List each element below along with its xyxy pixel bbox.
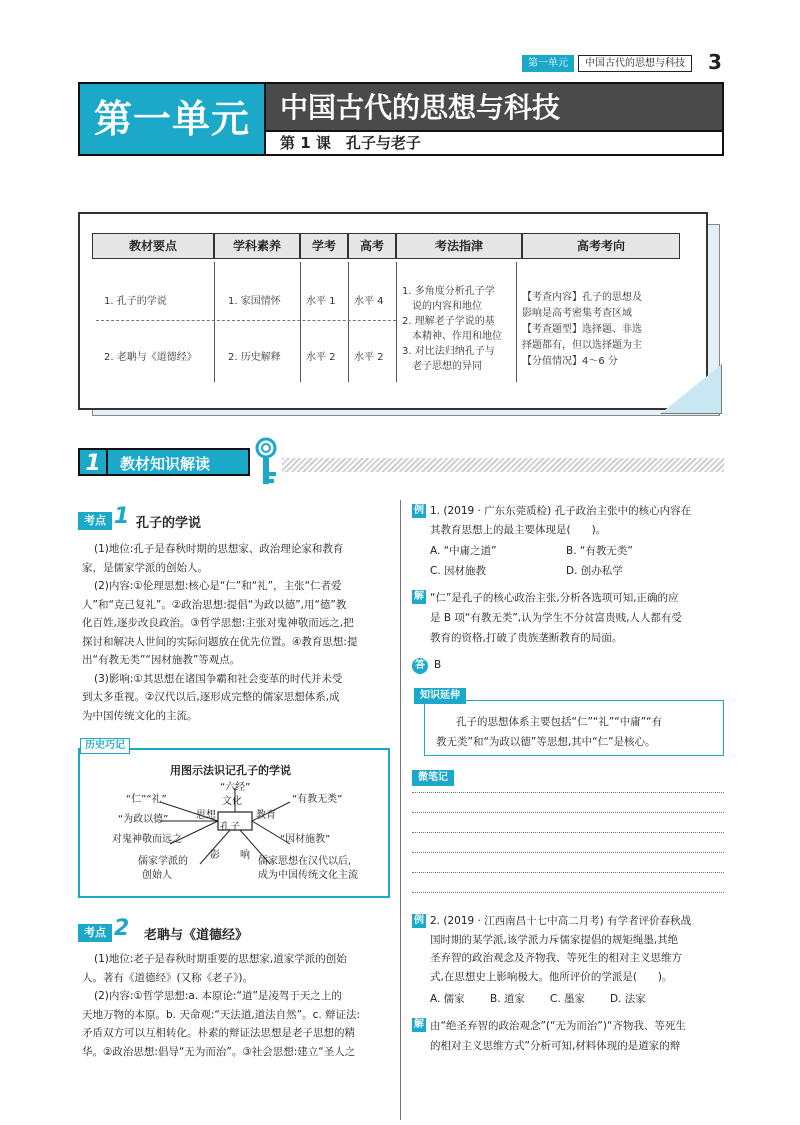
th-literacy: 学科素养: [214, 233, 300, 259]
col-divider: [348, 262, 349, 382]
section-number: 1: [78, 448, 108, 476]
table-cell: 水平 2: [306, 352, 336, 363]
lesson-title: 第 1 课 孔子与老子: [266, 130, 724, 156]
ex1-option: D. 创办私学: [566, 565, 623, 577]
map-label: “为政以德”: [118, 814, 169, 825]
kd2-tag: 考点: [78, 924, 112, 942]
kd1-num: 1: [114, 504, 130, 529]
example-icon: 例: [414, 915, 424, 926]
kd2-num: 2: [114, 916, 130, 941]
page-number: 3: [708, 50, 722, 74]
ex1-answer: B: [434, 659, 442, 671]
kd2-body: (1)地位:老子是春秋时期重要的思想家,道家学派的创始 人。著有《道德经》(又称《老子》)。 (2)内容:①哲学思想:a. 本原论:“道”是凌驾于天之上的 天地万物的本原。b. 天命观:“天法道,道法自然”。c. 辩证法: 矛盾双方可以互相转化。朴素的辩证法思想是老子思想的精 华。②政治思想:倡导“无为而治”。③社会思想:建立“圣人之: [82, 953, 361, 1058]
table-cell: 1. 孔子的学说: [104, 296, 167, 307]
unit-title: 中国古代的思想与科技: [266, 82, 724, 130]
ex2-option: C. 墨家: [550, 993, 586, 1005]
col-divider: [214, 262, 215, 382]
table-cell: 2. 老聃与《道德经》: [104, 352, 197, 363]
ex2-option: D. 法家: [610, 993, 646, 1005]
map-label: 文化: [222, 796, 242, 807]
map-label: 影: [210, 850, 220, 861]
section-label: 教材知识解读: [108, 448, 250, 476]
map-label-center: 孔子: [220, 822, 240, 833]
ex1-explain: “仁”是孔子的核心政治主张,分析各选项可知,正确的应 是 B 项“有教无类”,认为学生不分贫富贵贱,人人都有受 教育的资格,打破了贵族垄断教育的局面。: [430, 592, 682, 644]
th-xk: 学考: [300, 233, 348, 259]
key-icon: [248, 436, 284, 488]
ex1-option: A. “中庸之道”: [430, 545, 497, 557]
map-label: “六经”: [220, 782, 251, 793]
col-divider: [516, 262, 517, 382]
ex2-option: B. 道家: [490, 993, 525, 1005]
explain-icon: 解: [414, 1019, 424, 1030]
note-line: [412, 852, 724, 853]
header-unit-tag: 第一单元: [522, 55, 574, 72]
map-label: 创始人: [142, 870, 172, 881]
map-label: 对鬼神敬而远之: [112, 834, 182, 845]
row-divider: [96, 320, 396, 321]
unit-box: 第一单元: [78, 82, 266, 156]
ex2-question: 2. (2019 · 江西南昌十七中高二月考) 有学者评价春秋战 国时期的某学派,该学派力斥儒家提倡的规矩绳墨,其绝 圣弃智的政治观念及齐物我、等死生的相对主义思维方 式,在思想史上影响极大。他所评价的学派是( )。: [430, 915, 692, 983]
method-cell: 1. 多角度分析孔子学 说的内容和地位 2. 理解老子学说的基 本精神、作用和地位 3. 对比法归纳孔子与 老子思想的异同: [402, 286, 502, 372]
th-method: 考法指津: [396, 233, 522, 259]
th-direction: 高考考向: [522, 233, 680, 259]
map-label: 思想: [196, 810, 216, 821]
kd1-tag: 考点: [78, 512, 112, 530]
map-label: 教育: [256, 810, 276, 821]
section-hatch: [282, 458, 724, 472]
tip-title: 用图示法识记孔子的学说: [170, 764, 291, 777]
extension-text: 孔子的思想体系主要包括“仁”“礼”“中庸”“有 教无类”和“为政以德”等思想,其中“仁”是核心。: [436, 716, 663, 748]
kd2-title: 老聃与《道德经》: [144, 928, 249, 943]
note-line: [412, 872, 724, 873]
note-tag: 微笔记: [412, 770, 454, 786]
note-line: [412, 792, 724, 793]
ex2-explain: 由“绝圣弃智的政治观念”(“无为而治”)“齐物我、等死生 的相对主义思维方式”分析可知,材料体现的是道家的辩: [430, 1020, 686, 1052]
map-label: “有教无类”: [292, 794, 343, 805]
ex2-option: A. 儒家: [430, 993, 465, 1005]
table-cell: 水平 4: [354, 296, 384, 307]
note-line: [412, 892, 724, 893]
extension-tag: 知识延伸: [414, 688, 466, 704]
table-cell: 1. 家国情怀: [228, 296, 281, 307]
map-label: 响: [240, 850, 250, 861]
th-gk: 高考: [348, 233, 396, 259]
header-unit-name: 中国古代的思想与科技: [578, 55, 692, 72]
table-cell: 水平 2: [354, 352, 384, 363]
kd1-body: (1)地位:孔子是春秋时期的思想家、政治理论家和教育 家，是儒家学派的创始人。 (2)内容:①伦理思想:核心是“仁”和“礼”，主张“仁者爱 人”和“克己复礼”。②政治思想:提倡“为政以德”,用“德”教 化百姓,逐步改良政治。③哲学思想:主张对鬼神敬而远之,把 探讨和解决人世间的实际问题放在优先位置。④教育思想:提 出“有教无类”“因材施教”等观点。 (3)影响:①其思想在诸国争霸和社会变革的时代并未受 到太多重视。②汉代以后,逐形成完整的儒家思想体系,成 为中国传统文化的主流。: [82, 543, 358, 722]
table-cell: 2. 历史解释: [228, 352, 281, 363]
note-line: [412, 832, 724, 833]
table-cell: 水平 1: [306, 296, 336, 307]
ex1-option: B. “有教无类”: [566, 545, 633, 557]
col-divider: [300, 262, 301, 382]
explain-icon: 解: [414, 591, 424, 602]
note-line: [412, 812, 724, 813]
map-label: “仁”“礼”: [126, 794, 167, 805]
example-icon: 例: [414, 505, 424, 516]
direction-cell: 【考查内容】孔子的思想及 影响是高考密集考查区域 【考查题型】选择题、非选 择题都有，但以选择题为主 【分值情况】4～6 分: [522, 292, 642, 367]
answer-icon: 答: [412, 658, 428, 674]
map-label: “因材施教”: [280, 834, 331, 845]
kd1-title: 孔子的学说: [136, 516, 202, 531]
ex1-question: 1. (2019 · 广东东莞质检) 孔子政治主张中的核心内容在 其教育思想上的最主要体现是( )。: [430, 505, 692, 536]
column-divider: [400, 500, 401, 1120]
th-point: 教材要点: [92, 233, 214, 259]
ex1-option: C. 因材施教: [430, 565, 487, 577]
map-label: 成为中国传统文化主流: [258, 870, 358, 881]
tip-tag: 历史巧记: [80, 738, 130, 754]
map-label: 儒家学派的: [138, 856, 188, 867]
map-label: 儒家思想在汉代以后,: [258, 856, 352, 867]
col-divider: [396, 262, 397, 382]
